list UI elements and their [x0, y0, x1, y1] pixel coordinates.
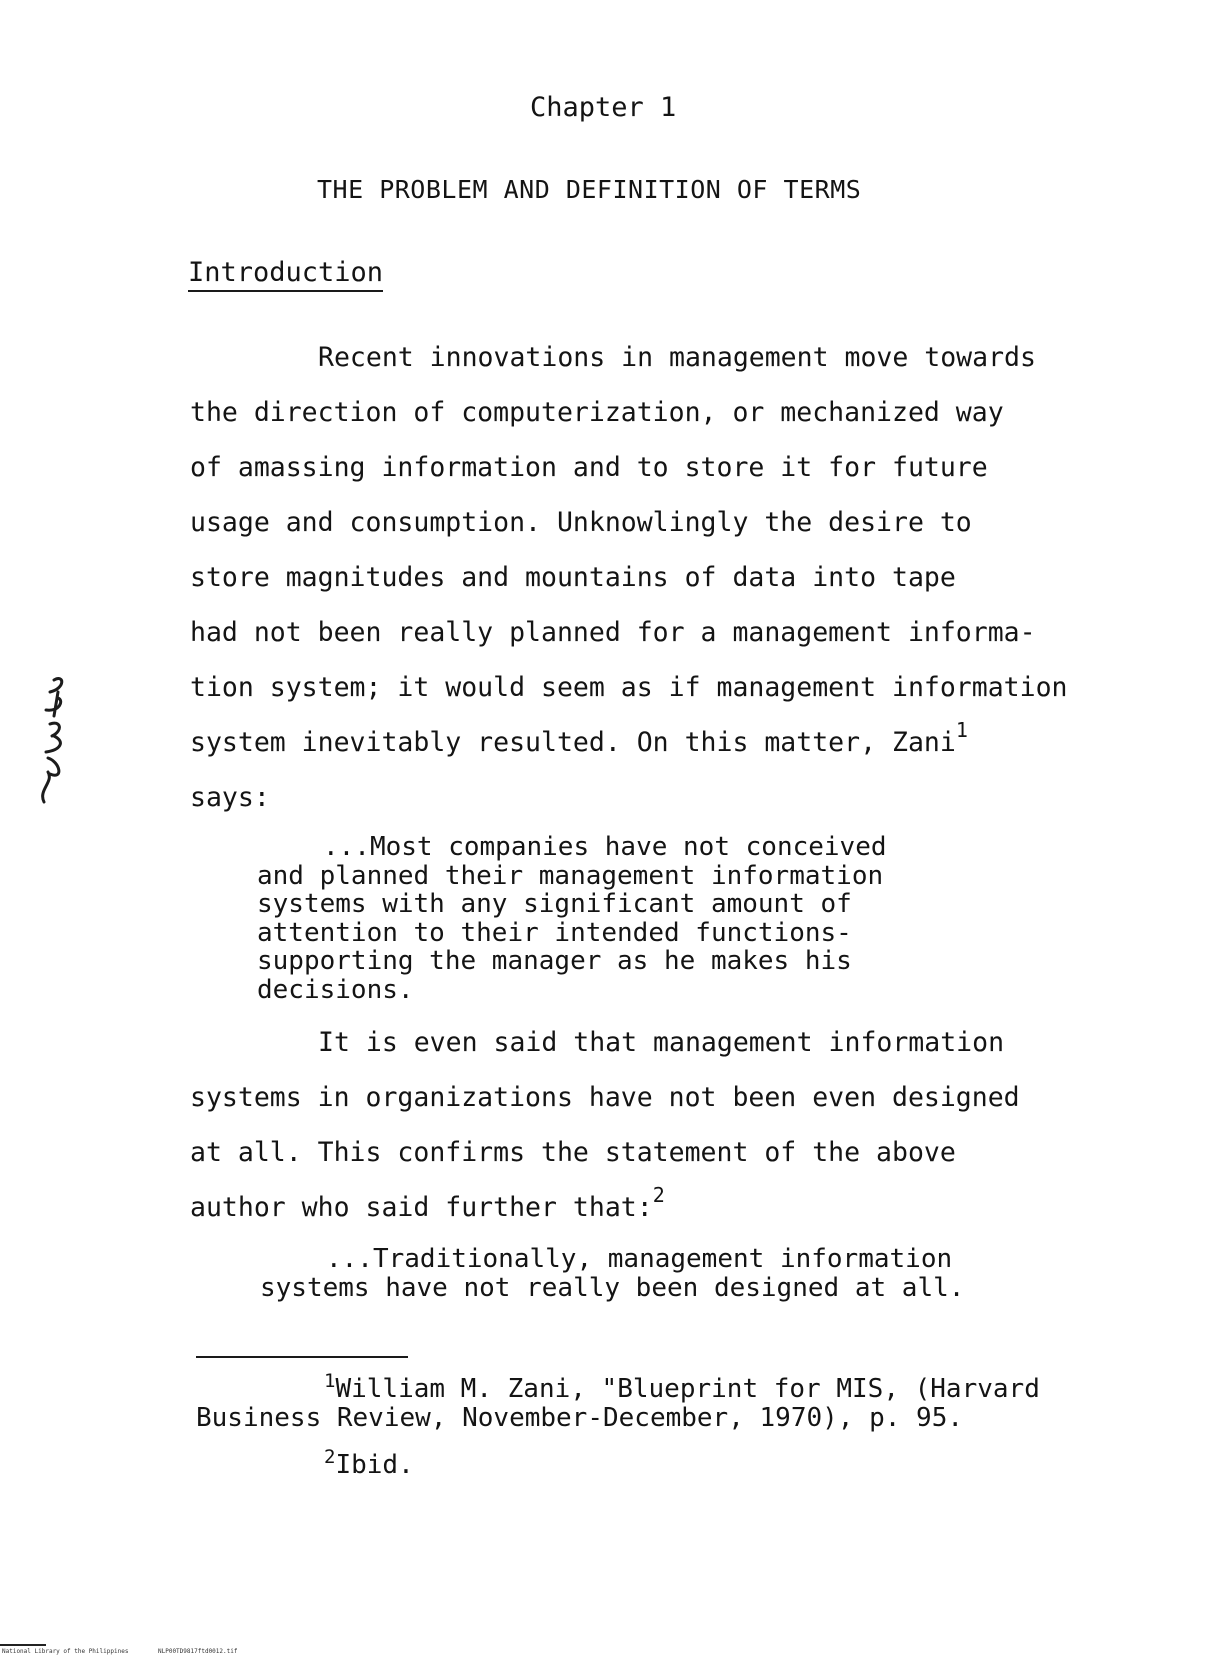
text-line-with-footnote: [190, 715, 1130, 770]
scan-footer-source: National Library of the Philippines: [2, 1648, 129, 1655]
footnote-reference-2: 2: [652, 1183, 665, 1207]
text-line: at all. This confirms the statement of the above: [190, 1137, 956, 1168]
quote-line: ...Most companies have not conceived: [323, 832, 887, 862]
quote-line: ...Traditionally, management information: [326, 1244, 953, 1274]
text-line: usage and consumption. Unknowlingly the desire to: [190, 507, 972, 538]
block-quote-2: [260, 1245, 964, 1302]
text-line: store magnitudes and mountains of data into tape: [190, 562, 956, 593]
footnote-divider: [196, 1356, 408, 1358]
text-line: the direction of computerization, or mechanized way: [190, 397, 1004, 428]
quote-line: supporting the manager as he makes his: [257, 946, 852, 976]
quote-line: decisions.: [257, 974, 414, 1005]
scan-edge-mark: [0, 1644, 46, 1646]
text-line: of amassing information and to store it for future: [190, 452, 988, 483]
block-quote-1: [257, 833, 887, 1004]
text-line-with-footnote: [190, 1180, 1130, 1235]
text-line: system inevitably resulted. On this matter, Zani: [190, 727, 956, 758]
text-line: author who said further that:: [190, 1192, 653, 1223]
text-line: It is even said that management information: [318, 1027, 1005, 1058]
footnote-reference-1: 1: [955, 718, 968, 742]
chapter-title: THE PROBLEM AND DEFINITION OF TERMS: [317, 175, 862, 204]
quote-line: systems with any significant amount of: [257, 889, 852, 919]
footnote-1: [196, 1370, 1040, 1404]
footnote-2-text: Ibid.: [335, 1450, 414, 1480]
margin-handwriting: [24, 670, 84, 810]
quote-line: and planned their management information: [257, 860, 884, 891]
footnote-2-mark: 2: [324, 1446, 336, 1468]
scan-footer-filename: NLP00TD9817ftd0012.tif: [158, 1648, 238, 1655]
text-line: had not been really planned for a management informa-: [190, 617, 1036, 648]
footnote-1-text: William M. Zani, "Blueprint for MIS, (Harvard: [335, 1374, 1040, 1404]
text-line: tion system; it would seem as if management information: [190, 672, 1068, 703]
paragraph-1: [190, 330, 1130, 825]
quote-line: systems have not really been designed at all.: [260, 1272, 965, 1303]
paragraph-2: [190, 1015, 1130, 1235]
chapter-label: Chapter 1: [530, 92, 677, 123]
footnote-2: [196, 1446, 1040, 1480]
section-heading: Introduction: [188, 257, 383, 292]
text-line: systems in organizations have not been even designed: [190, 1082, 1020, 1113]
quote-line: attention to their intended functions-: [257, 917, 852, 948]
text-line: says:: [190, 782, 270, 813]
text-line: Recent innovations in management move towards: [318, 342, 1036, 373]
footnote-1-continued: Business Review, November-December, 1970), p. 95.: [196, 1403, 964, 1433]
footnote-1-mark: 1: [324, 1370, 336, 1392]
footnotes: [196, 1370, 1040, 1480]
